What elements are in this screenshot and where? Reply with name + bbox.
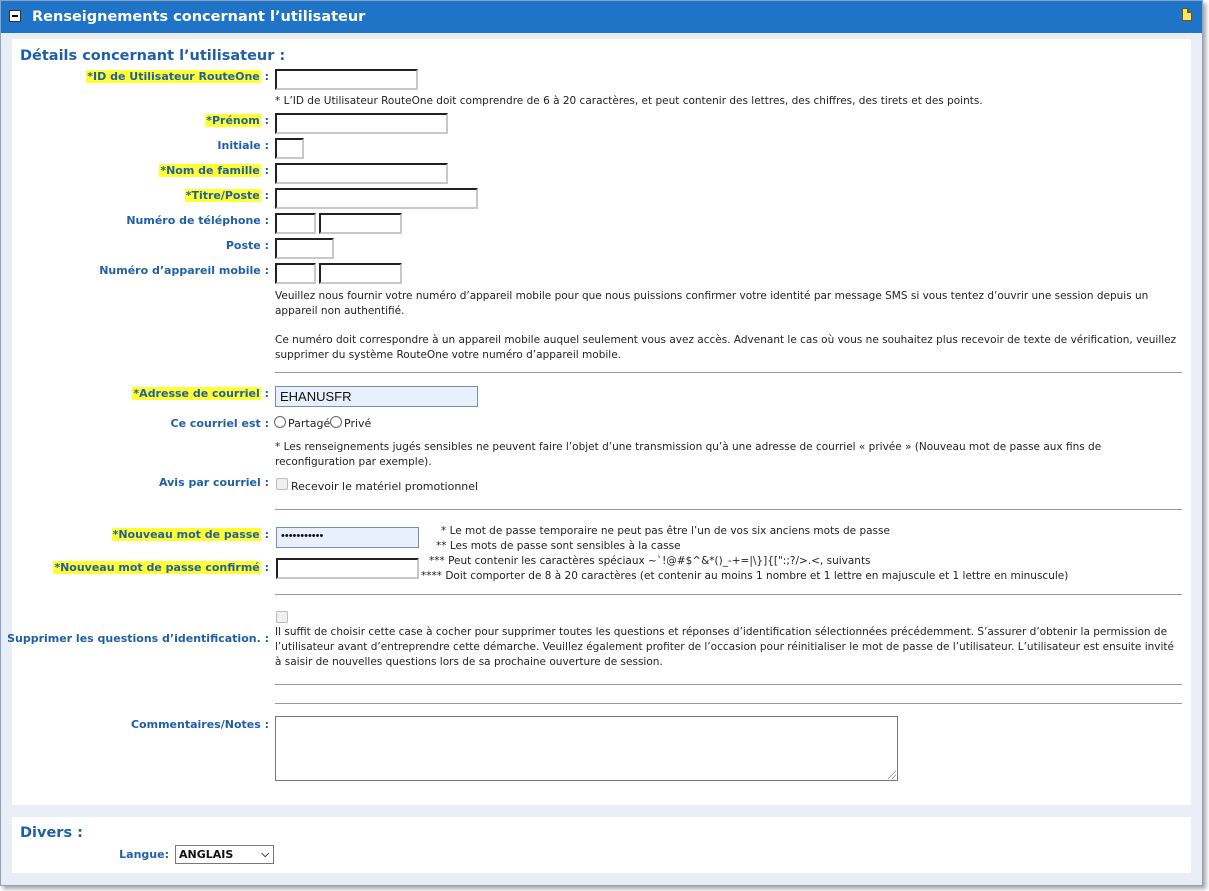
mobile-number-input[interactable] <box>319 263 402 284</box>
divider <box>275 509 1182 510</box>
confirm-password-input[interactable] <box>276 558 419 579</box>
email-notice-label: Avis par courriel : <box>159 476 269 489</box>
mobile-note-1: Veuillez nous fournir votre numéro d’appareil mobile pour que nous puissions confirmer votre identité par message SMS si vous tentez d’ouvrir une session depuis un appareil non authentifié. <box>275 290 1149 317</box>
job-title-label: *Titre/Poste : <box>185 189 269 202</box>
routeone-id-label: *ID de Utilisateur RouteOne : <box>87 70 269 83</box>
resize-grip-icon[interactable] <box>888 771 896 779</box>
promotional-checkbox-label: Recevoir le matériel promotionnel <box>291 480 479 493</box>
shared-radio-label[interactable]: Partagé <box>288 417 331 430</box>
password-rule-3: *** Peut contenir les caractères spéciaux ~`!@#$^&*()_-+=|\}]{[":;?/>.<, suivants <box>429 555 871 567</box>
password-rule-2: ** Les mots de passe sont sensibles à la casse <box>436 540 681 552</box>
user-details-title: Détails concernant l’utilisateur : <box>20 48 286 64</box>
initial-input[interactable] <box>275 138 304 159</box>
extension-input[interactable] <box>275 238 334 259</box>
window-titlebar <box>1 1 1202 33</box>
chevron-down-icon: ⌵ <box>261 849 269 860</box>
email-type-note: * Les renseignements jugés sensibles ne peuvent faire l’objet d’une transmission qu’à une adresse de courriel « privée » (Nouveau mot de passe aux fins de reconfiguration par exemple). <box>275 441 1102 468</box>
user-details-panel <box>7 39 1191 805</box>
divider <box>275 684 1182 685</box>
mobile-area-input[interactable] <box>275 263 316 284</box>
phone-number-input[interactable] <box>319 213 402 234</box>
email-input[interactable]: EHANUSFR <box>275 386 478 407</box>
job-title-input[interactable] <box>275 188 478 209</box>
phone-area-input[interactable] <box>275 213 316 234</box>
misc-title: Divers : <box>20 825 83 841</box>
collapse-icon[interactable] <box>9 10 21 22</box>
divider <box>275 594 1182 595</box>
window-title: Renseignements concernant l’utilisateur <box>32 9 366 25</box>
comments-textarea[interactable] <box>275 716 898 781</box>
new-password-input[interactable]: ••••••••••• <box>276 527 419 548</box>
phone-label: Numéro de téléphone : <box>126 214 269 227</box>
last-name-input[interactable] <box>275 163 448 184</box>
email-label: *Adresse de courriel : <box>133 387 269 400</box>
first-name-label: *Prénom : <box>206 114 269 127</box>
mobile-label: Numéro d’appareil mobile : <box>99 264 269 277</box>
password-rule-4: **** Doit comporter de 8 à 20 caractères (et contenir au moins 1 nombre et 1 lettre en majuscule et 1 lettre en minuscule) <box>421 570 1069 582</box>
new-password-label: *Nouveau mot de passe : <box>112 528 269 541</box>
delete-questions-label: Supprimer les questions d’identification. : <box>7 632 269 645</box>
private-radio[interactable] <box>330 416 342 428</box>
misc-panel <box>12 817 1191 873</box>
divider <box>275 703 1182 704</box>
language-selected: ANGLAIS <box>179 848 234 861</box>
delete-questions-note: Il suffit de choisir cette case à cocher pour supprimer toutes les questions et réponses d’identification sélectionnées précédemment. S’assurer d’obtenir la permission de l’utilisateur avant d’entreprendre cette démarche. Veuillez également profiter de l’occasion pour réinitialiser le mot de passe de l’utilisateur. L’utilisateur est ensuite invité à saisir de nouvelles questions lors de sa prochaine ouverture de session. <box>275 626 1174 668</box>
initial-label: Initiale : <box>217 139 269 152</box>
password-rule-1: * Le mot de passe temporaire ne peut pas être l’un de vos six anciens mots de passe <box>441 525 890 537</box>
language-select[interactable] <box>175 845 274 864</box>
delete-questions-checkbox[interactable] <box>276 611 288 623</box>
first-name-input[interactable] <box>275 113 448 134</box>
confirm-password-label: *Nouveau mot de passe confirmé : <box>54 561 269 574</box>
document-icon[interactable] <box>1182 8 1192 21</box>
language-label: Langue: <box>119 848 169 861</box>
comments-label: Commentaires/Notes : <box>130 718 269 731</box>
routeone-id-input[interactable] <box>275 69 418 90</box>
private-radio-label[interactable]: Privé <box>344 417 372 430</box>
email-type-label: Ce courriel est : <box>170 417 269 430</box>
extension-label: Poste : <box>225 239 269 252</box>
shared-radio[interactable] <box>274 416 286 428</box>
divider <box>275 372 1182 373</box>
last-name-label: *Nom de famille : <box>160 164 269 177</box>
routeone-id-note: * L’ID de Utilisateur RouteOne doit comprendre de 6 à 20 caractères, et peut contenir des lettres, des chiffres, des tirets et des points. <box>275 95 983 107</box>
mobile-note-2: Ce numéro doit correspondre à un appareil mobile auquel seulement vous avez accès. Advenant le cas où vous ne souhaitez plus recevoir de texte de vérification, veuillez supprimer du système RouteOne votre numéro d’appareil mobile. <box>275 334 1177 361</box>
promotional-checkbox[interactable] <box>276 478 288 490</box>
